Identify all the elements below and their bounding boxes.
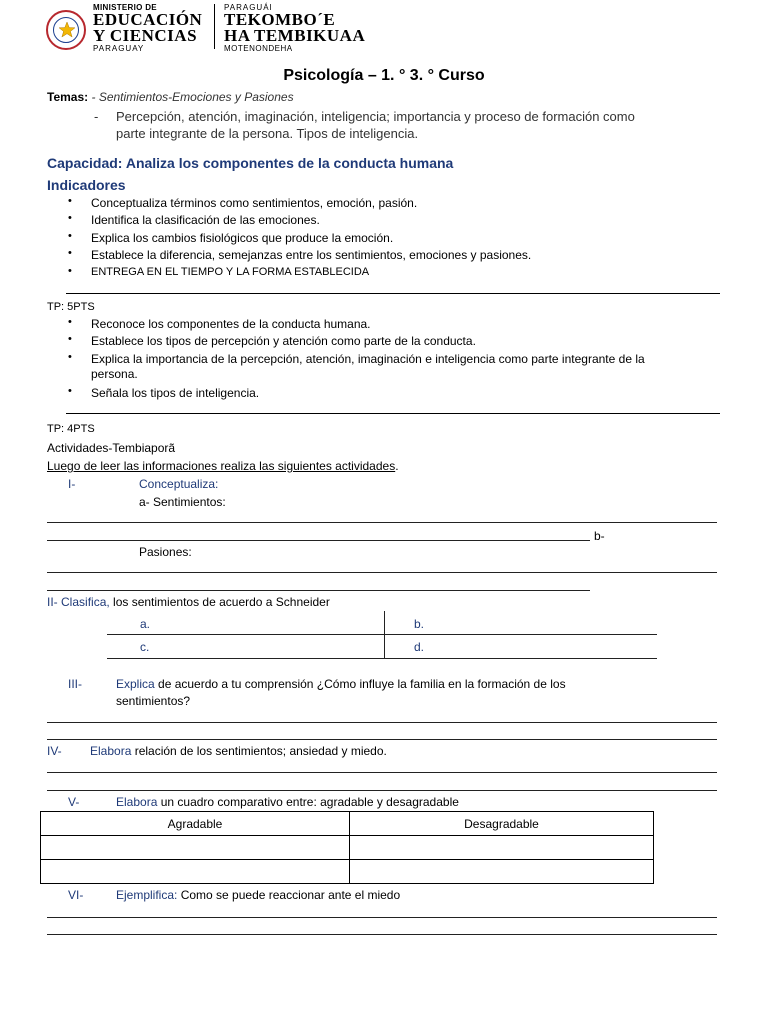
section-iv-rest: relación de los sentimientos; ansiedad y miedo. bbox=[131, 744, 387, 758]
section-v-rest: un cuadro comparativo entre: agradable y desagradable bbox=[157, 795, 459, 809]
section-iv-num: IV- bbox=[47, 744, 62, 758]
activities-heading: Actividades-Tembiaporã bbox=[47, 441, 176, 455]
indicador-item: Identifica la clasificación de las emociones. bbox=[91, 213, 320, 227]
classify-cell[interactable]: c. bbox=[140, 640, 150, 654]
bullet-icon: • bbox=[68, 247, 72, 259]
section-divider bbox=[66, 293, 720, 294]
bullet-icon: • bbox=[68, 333, 72, 345]
activities-intro-end: . bbox=[395, 459, 399, 473]
section-ii-rest: los sentimientos de acuerdo a Schneider bbox=[109, 595, 330, 609]
ministry-line1: MINISTERIO DE bbox=[93, 3, 157, 12]
tp1-item: Explica la importancia de la percepción, atención, imaginación e inteligencia como parte integrante de la bbox=[91, 352, 645, 366]
section-i-label: Conceptualiza: bbox=[139, 477, 219, 491]
answer-line[interactable] bbox=[47, 790, 717, 791]
indicador-item: Conceptualiza términos como sentimientos, emoción, pasión. bbox=[91, 196, 418, 210]
indicadores-heading: Indicadores bbox=[47, 177, 126, 193]
tp1-label: TP: 5PTS bbox=[47, 301, 95, 313]
section-v-verb: Elabora bbox=[116, 795, 158, 809]
answer-line[interactable] bbox=[47, 934, 717, 935]
tp1-item: Señala los tipos de inteligencia. bbox=[91, 386, 260, 400]
answer-line[interactable] bbox=[47, 722, 717, 723]
answer-line[interactable] bbox=[47, 540, 590, 541]
indicador-item: ENTREGA EN EL TIEMPO Y LA FORMA ESTABLECIDA bbox=[91, 266, 370, 278]
comparison-cell[interactable] bbox=[41, 836, 350, 860]
classify-cell[interactable]: b. bbox=[414, 617, 425, 631]
section-i-num: I- bbox=[68, 477, 76, 491]
temas-line1: - Sentimientos-Emociones y Pasiones bbox=[91, 90, 294, 104]
section-ii-verb: Clasifica, bbox=[61, 595, 110, 609]
ministry-line3: Y CIENCIAS bbox=[93, 26, 198, 45]
bullet-icon: • bbox=[68, 385, 72, 397]
tp1-item-cont: persona. bbox=[91, 367, 138, 381]
temas-dash: - bbox=[94, 109, 99, 124]
section-vi-rest: Como se puede reaccionar ante el miedo bbox=[177, 888, 401, 902]
classify-cell[interactable]: d. bbox=[414, 640, 425, 654]
bullet-icon: • bbox=[68, 265, 72, 277]
ministry-seal bbox=[46, 10, 86, 50]
section-ii-row bbox=[47, 595, 330, 609]
bullet-icon: • bbox=[68, 351, 72, 363]
comparison-cell[interactable] bbox=[41, 860, 350, 884]
section-v-num: V- bbox=[68, 795, 80, 809]
tp2-label: TP: 4PTS bbox=[47, 423, 95, 435]
capacidad-heading: Capacidad: Analiza los componentes de la conducta humana bbox=[47, 155, 454, 171]
tp1-item: Reconoce los componentes de la conducta humana. bbox=[91, 317, 371, 331]
indicador-item: Establece la diferencia, semejanzas entre los sentimientos, emociones y pasiones. bbox=[91, 248, 532, 262]
answer-line[interactable] bbox=[47, 917, 717, 918]
header-divider bbox=[214, 4, 215, 49]
comparison-cell[interactable] bbox=[350, 836, 654, 860]
section-i-b: b- bbox=[594, 529, 605, 543]
section-iii-rest2: sentimientos? bbox=[116, 694, 191, 708]
answer-line[interactable] bbox=[47, 739, 717, 740]
section-iii-row bbox=[116, 677, 566, 691]
comparison-header-agradable: Agradable bbox=[41, 812, 350, 836]
section-i-a: a- Sentimientos: bbox=[139, 495, 226, 509]
star-icon bbox=[58, 21, 76, 39]
table-divider bbox=[384, 611, 385, 658]
temas-line2a: Percepción, atención, imaginación, inteligencia; importancia y proceso de formación como bbox=[116, 109, 635, 124]
page-title: Psicología – 1. ° 3. ° Curso bbox=[283, 67, 485, 84]
bullet-icon: • bbox=[68, 195, 72, 207]
section-iii-rest: de acuerdo a tu comprensión ¿Cómo influye la familia en la formación de los bbox=[154, 677, 566, 691]
section-divider bbox=[66, 413, 720, 414]
indicador-item: Explica los cambios fisiológicos que produce la emoción. bbox=[91, 231, 394, 245]
comparison-header-desagradable: Desagradable bbox=[350, 812, 654, 836]
gn-country: PARAGUÁI bbox=[224, 3, 273, 12]
temas-row bbox=[47, 90, 294, 104]
answer-line[interactable] bbox=[47, 772, 717, 773]
activities-intro-row bbox=[47, 459, 399, 473]
bullet-icon: • bbox=[68, 230, 72, 242]
gn-line1: TEKOMBO´E bbox=[224, 10, 336, 29]
table-line bbox=[107, 634, 657, 635]
section-ii-num: II- bbox=[47, 595, 58, 609]
section-v-row bbox=[116, 795, 459, 809]
answer-line[interactable] bbox=[47, 572, 717, 573]
temas-line2b: parte integrante de la persona. Tipos de inteligencia. bbox=[116, 126, 419, 141]
classify-cell[interactable]: a. bbox=[140, 617, 151, 631]
answer-line[interactable] bbox=[47, 590, 590, 591]
table-line bbox=[107, 658, 657, 659]
answer-line[interactable] bbox=[47, 522, 717, 523]
comparison-cell[interactable] bbox=[350, 860, 654, 884]
gn-line3: MOTENONDEHA bbox=[224, 44, 293, 53]
bullet-icon: • bbox=[68, 212, 72, 224]
section-iv-row bbox=[90, 744, 387, 758]
activities-intro: Luego de leer las informaciones realiza las siguientes actividades bbox=[47, 459, 396, 473]
temas-label: Temas: bbox=[47, 90, 89, 104]
section-vi-row bbox=[116, 888, 400, 902]
section-vi-verb: Ejemplifica: bbox=[116, 888, 178, 902]
ministry-country: PARAGUAY bbox=[93, 44, 145, 53]
comparison-table bbox=[40, 811, 654, 884]
gn-line2: HA TEMBIKUAA bbox=[224, 26, 366, 45]
section-vi-num: VI- bbox=[68, 888, 84, 902]
tp1-item: Establece los tipos de percepción y atención como parte de la conducta. bbox=[91, 334, 476, 348]
section-iv-verb: Elabora bbox=[90, 744, 132, 758]
bullet-icon: • bbox=[68, 316, 72, 328]
section-i-pasiones: Pasiones: bbox=[139, 545, 192, 559]
ministry-line2: EDUCACIÓN bbox=[93, 10, 203, 29]
section-iii-num: III- bbox=[68, 677, 82, 691]
section-iii-verb: Explica bbox=[116, 677, 155, 691]
